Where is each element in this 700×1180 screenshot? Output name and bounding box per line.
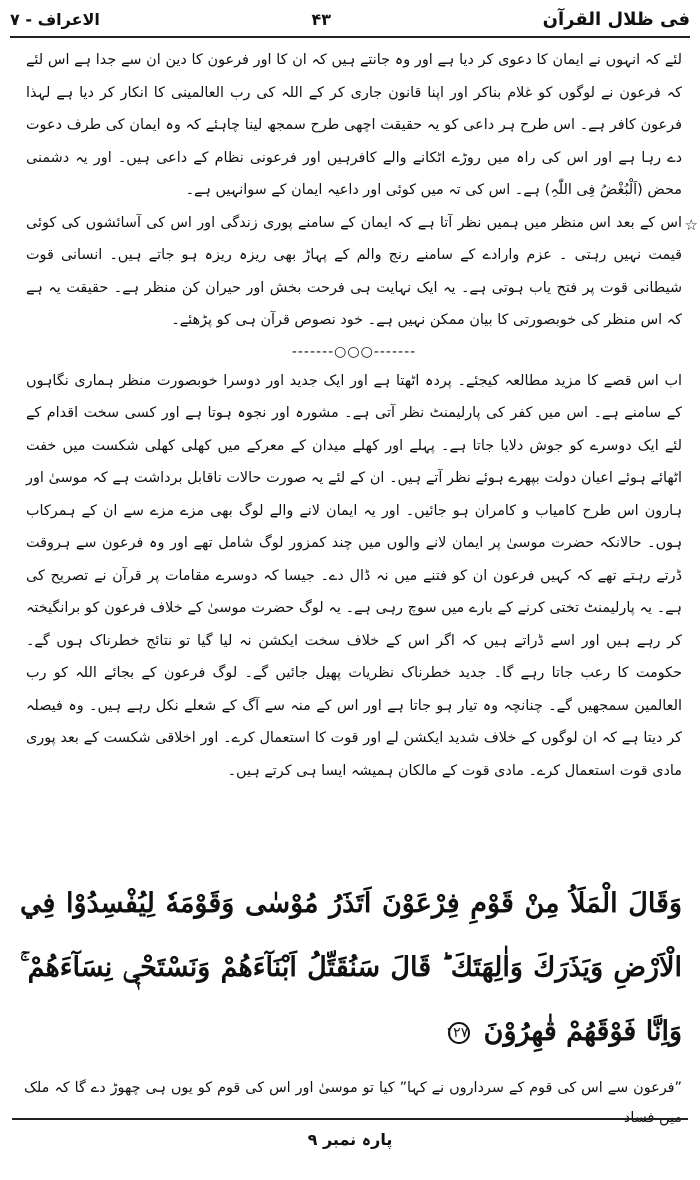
starred-paragraph (26, 207, 698, 337)
verse-translation: ”فرعون سے اس کی قوم کے سرداروں نے کہا” کیا تو موسیٰ اور اس کی قوم کو یوں ہی چھوڑ دے گا کہ ملک میں فساد (24, 1080, 682, 1126)
paragraph-1: لئے کہ انہوں نے ایمان کا دعوی کر دیا ہے اور وہ جانتے ہیں کہ ان کا اور فرعون کا دین ان سے جدا ہے اس لئے کہ فرعون نے لوگوں کو غلام بناکر اور اپنا قانون جاری کر کے اللہ کی رب العالمینی کا انکار کر دیا ہے لہذا فرعون کافر ہے۔ اس طرح ہر داعی کو یہ حقیقت اچھی طرح سمجھ لینا چاہئے کہ وہ ایمان کی طرف دعوت دے رہا ہے اور اس کی راہ میں روڑے اٹکانے والے کافرہیں اور فرعونی نظام کے داعی ہیں۔ اور یہ دشمنی محض (اَلْبُغْضُ فِی اللّٰہِ) ہے۔ اس کی تہ میں کوئی اور داعیہ ایمان کے سوانہیں ہے۔ (26, 52, 682, 198)
section-separator: -------○○○------- (291, 343, 417, 360)
page-number: ۴۳ (311, 9, 332, 29)
footer-divider (12, 1118, 688, 1120)
verse-text: وَقَالَ الْمَلَاُ مِنْ قَوْمِ فِرْعَوْنَ اَتَذَرُ مُوْسٰی وَقَوْمَهٗ لِيُفْسِدُوْا فِي الْاَرْضِ وَيَذَرَكَ وَاٰلِهَتَكَ ؕ قَالَ سَنُقَتِّلُ اَبْنَآءَهُمْ وَنَسْتَحْيٖ نِسَآءَهُمْ ۚ وَاِنَّا فَوْقَهُمْ قٰهِرُوْنَ (20, 888, 682, 1047)
book-title: فی ظلال القرآن (542, 8, 690, 30)
star-icon: ☆ (684, 215, 698, 234)
commentary-body (26, 44, 698, 787)
verse-number-marker: ۱۲۷ (448, 1022, 470, 1044)
quran-verse (20, 872, 682, 1064)
paragraph-2: اس کے بعد اس منظر میں ہمیں نظر آتا ہے کہ ایمان کے سامنے پوری زندگی اور اس کی آسائشوں کی کوئی قیمت نہیں رہتی ۔ عزم وارادے کے سامنے رنج والم کے پہاڑ بھی ریزہ ریزہ ہو جاتے ہیں۔ انسانی قوت شیطانی قوت پر فتح یاب ہوتی ہے۔ یہ ایک نہایت ہی فرحت بخش اور حیران کن منظر ہے۔ حقیقت یہ ہے کہ اس منظر کی خوبصورتی کا بیان ممکن نہیں ہے۔ خود نصوص قرآن ہی کو پڑھئے۔ (26, 214, 682, 328)
paragraph-3: اب اس قصے کا مزید مطالعہ کیجئے۔ پردہ اٹھتا ہے اور ایک جدید اور دوسرا خوبصورت منظر ہماری نگاہوں کے سامنے ہے۔ اس میں کفر کی پارلیمنٹ نظر آتی ہے۔ مشورہ اور نجوہ ہوتا ہے اور کسی سخت اقدام کے لئے ایک دوسرے کو جوش دلایا جاتا ہے۔ پہلے اور کھلے میدان کے معرکے میں کھلی کھلی شکست میں خفت اٹھائے ہوئے اعیان دولت بپھرے ہوئے نظر آتے ہیں۔ ان کے لئے یہ صورت حالات ناقابل برداشت ہے کہ موسیٰ اور ہارون اس طرح کامیاب و کامران ہو جائیں۔ اور یہ ایمان لانے والے لوگ بھی مزے مزے سے ان کے ہمرکاب ہوں۔ حالانکہ حضرت موسیٰ پر ایمان لانے والوں میں چند کمزور لوگ شامل تھے اور وہ فرعون سے ہروقت ڈرتے رہتے تھے کہ کہیں فرعون ان کو فتنے میں نہ ڈال دے۔ جیسا کہ دوسرے مقامات پر قرآن نے تصریح کی ہے۔ یہ پارلیمنٹ تختی کرنے کے بارے میں سوچ رہی ہے۔ یہ لوگ حضرت موسیٰ کے خلاف فرعون کو برانگیختہ کر رہے ہیں اور اسے ڈراتے ہیں کہ اگر اس کے خلاف سخت ایکشن نہ لیا گیا تو نتائج خطرناک ہوں گے۔ حکومت کا رعب جاتا رہے گا۔ جدید خطرناک نظریات پھیل جائیں گے۔ لوگ فرعون کے بجائے اللہ کو رب العالمین سمجھیں گے۔ چنانچہ وہ تیار ہو جاتا ہے اور اس کے منہ سے آگ کے شعلے نکل رہے ہیں۔ وہ فیصلہ کر دیتا ہے کہ ان لوگوں کے خلاف شدید ایکشن لے اور قوت کا استعمال کرے۔ اور اخلاقی شکست کے بعد پوری مادی قوت استعمال کرے۔ مادی قوت کے مالکان ہمیشہ ایسا ہی کرتے ہیں۔ (26, 372, 682, 779)
para-number-footer: پارہ نمبر ۹ (307, 1130, 393, 1149)
page-header (10, 2, 690, 38)
surah-label: الاعراف - ۷ (10, 9, 100, 29)
